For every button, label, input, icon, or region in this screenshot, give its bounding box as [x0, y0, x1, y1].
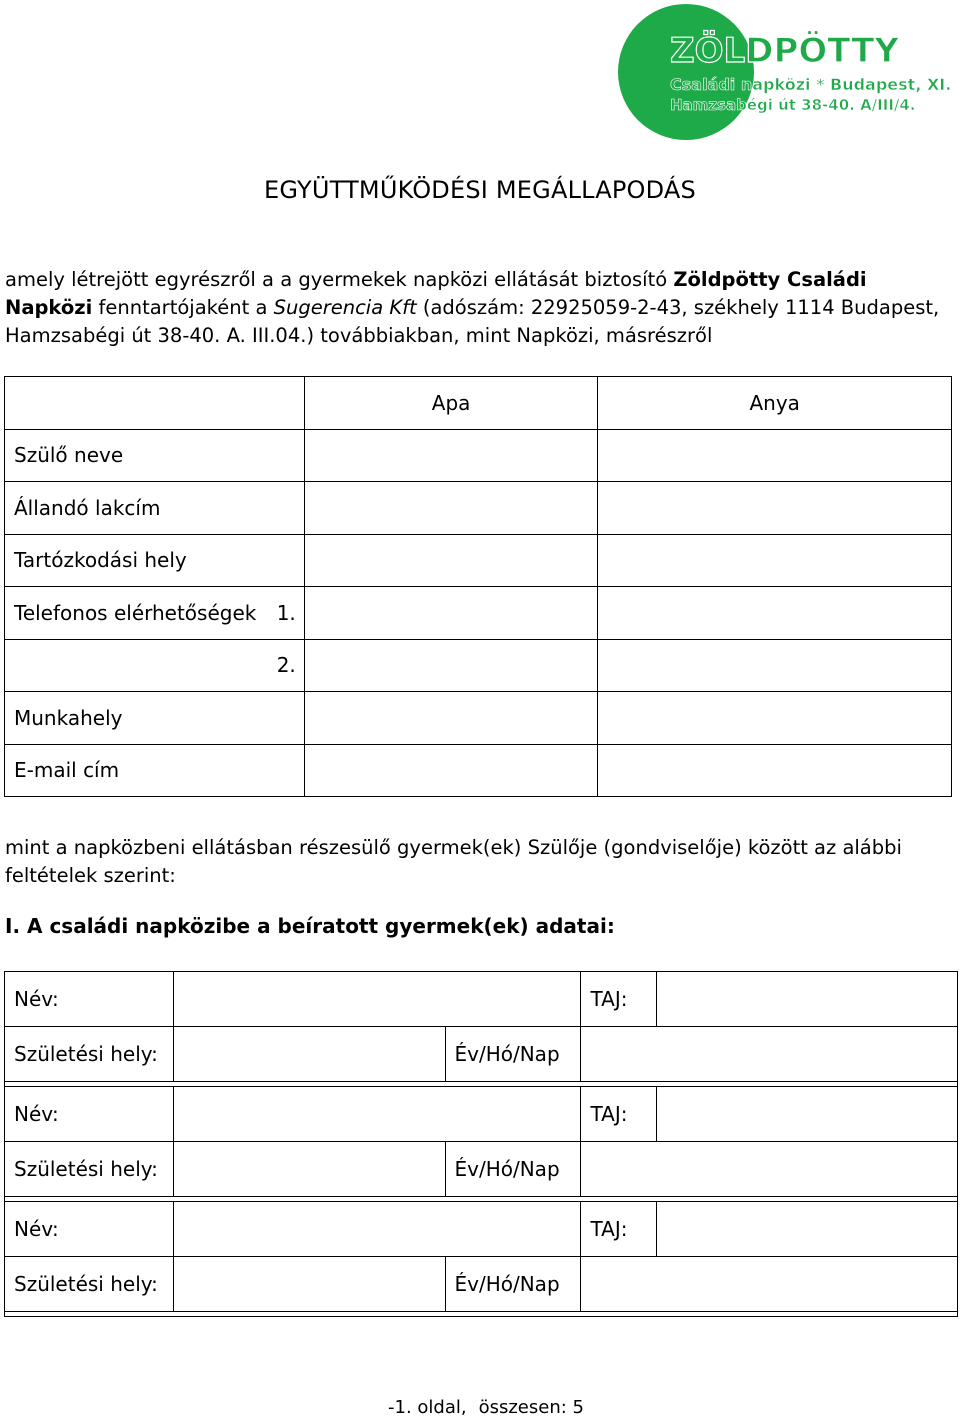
children-table: [4, 971, 958, 1317]
anya-szulo-neve-field[interactable]: [598, 429, 952, 482]
page-footer: [0, 1397, 960, 1418]
label-telefon-2: [5, 639, 305, 692]
child-3-taj-field[interactable]: [657, 1202, 958, 1257]
parents-header-empty: [5, 377, 305, 430]
anya-lakcim-field[interactable]: [598, 482, 952, 535]
row-email: [5, 744, 952, 797]
child-3-birthplace-field[interactable]: [173, 1257, 445, 1312]
child-3-date-field[interactable]: [581, 1257, 958, 1312]
anya-email-field[interactable]: [598, 744, 952, 797]
intro-part2: fenntartójaként a: [92, 296, 274, 319]
child-1-birthplace-field[interactable]: [173, 1027, 445, 1082]
row-telefon-2: [5, 639, 952, 692]
child-3-name-label: Név:: [5, 1202, 174, 1257]
child-1-date-field[interactable]: [581, 1027, 958, 1082]
section-heading: I. A családi napközibe a beíratott gyermek(ek) adatai:: [5, 914, 615, 938]
child-3-name-row: [5, 1202, 958, 1257]
intro-part1: amely létrejött egyrészről a a gyermekek napközi ellátását biztosító: [5, 268, 674, 291]
anya-telefon-2-field[interactable]: [598, 639, 952, 692]
child-2-date-label: Év/Hó/Nap: [445, 1142, 581, 1197]
child-2-taj-field[interactable]: [657, 1087, 958, 1142]
document-title: EGYÜTTMŰKÖDÉSI MEGÁLLAPODÁS: [264, 176, 696, 204]
child-1-name-label: Név:: [5, 972, 174, 1027]
label-allando-lakcim: Állandó lakcím: [5, 482, 305, 535]
child-3-date-label: Év/Hó/Nap: [445, 1257, 581, 1312]
apa-munkahely-field[interactable]: [304, 692, 598, 745]
child-1-taj-field[interactable]: [657, 972, 958, 1027]
anya-telefon-1-field[interactable]: [598, 587, 952, 640]
apa-telefon-2-field[interactable]: [304, 639, 598, 692]
logo-line2: Hamzsabégi út 38-40. A/III/4.: [670, 96, 916, 114]
apa-lakcim-field[interactable]: [304, 482, 598, 535]
apa-telefon-1-field[interactable]: [304, 587, 598, 640]
child-2-birth-row: [5, 1142, 958, 1197]
parents-header-row: [5, 377, 952, 430]
child-3-birthplace-label: Születési hely:: [5, 1257, 174, 1312]
child-1-name-row: [5, 972, 958, 1027]
child-2-taj-label: TAJ:: [581, 1087, 657, 1142]
logo-circle: [618, 4, 754, 140]
child-1-birthplace-label: Születési hely:: [5, 1027, 174, 1082]
child-1-birth-row: [5, 1027, 958, 1082]
gap-cell: [5, 1312, 958, 1317]
child-3-taj-label: TAJ:: [581, 1202, 657, 1257]
row-telefon-1: [5, 587, 952, 640]
intro-italic: Sugerencia Kft: [273, 296, 417, 319]
label-email: E-mail cím: [5, 744, 305, 797]
phone-1-label: 1.: [276, 600, 296, 625]
anya-tartozkodasi-field[interactable]: [598, 534, 952, 587]
logo-line1: Családi napközi * Budapest, XI.: [670, 75, 952, 94]
label-munkahely: Munkahely: [5, 692, 305, 745]
child-gap-3: [5, 1312, 958, 1317]
row-tartozkodasi-hely: [5, 534, 952, 587]
apa-szulo-neve-field[interactable]: [304, 429, 598, 482]
zoldpotty-logo: [0, 0, 960, 150]
label-telefon-text: Telefonos elérhetőségek: [14, 600, 257, 625]
parents-table: [4, 376, 952, 797]
apa-tartozkodasi-field[interactable]: [304, 534, 598, 587]
child-3-birth-row: [5, 1257, 958, 1312]
label-telefon: [5, 587, 305, 640]
conditions-paragraph: mint a napközbeni ellátásban részesülő gyermek(ek) Szülője (gondviselője) között az alábbi feltételek szerint:: [5, 836, 902, 887]
apa-email-field[interactable]: [304, 744, 598, 797]
child-1-name-field[interactable]: [173, 972, 581, 1027]
footer-total: összesen: 5: [478, 1397, 584, 1418]
intro-bold: Zöldpötty Családi Napközi: [5, 268, 867, 319]
child-1-taj-label: TAJ:: [581, 972, 657, 1027]
child-1-date-label: Év/Hó/Nap: [445, 1027, 581, 1082]
col-apa: Apa: [304, 377, 598, 430]
label-szulo-neve: Szülő neve: [5, 429, 305, 482]
child-2-name-row: [5, 1087, 958, 1142]
child-2-birthplace-label: Születési hely:: [5, 1142, 174, 1197]
intro-paragraph: [5, 266, 950, 350]
logo-brand: ZÖLDPÖTTY: [670, 31, 900, 71]
intro-part3: (adószám: 22925059-2-43, székhely 1114 Budapest, Hamzsabégi út 38-40. A. III.04.) továbbiakban, mint Napközi, másrészről: [5, 296, 940, 347]
child-3-name-field[interactable]: [173, 1202, 581, 1257]
child-2-name-label: Név:: [5, 1087, 174, 1142]
col-anya: Anya: [598, 377, 952, 430]
child-2-date-field[interactable]: [581, 1142, 958, 1197]
phone-2-label: 2.: [276, 653, 296, 678]
child-2-name-field[interactable]: [173, 1087, 581, 1142]
anya-munkahely-field[interactable]: [598, 692, 952, 745]
child-2-birthplace-field[interactable]: [173, 1142, 445, 1197]
row-munkahely: [5, 692, 952, 745]
row-allando-lakcim: [5, 482, 952, 535]
row-szulo-neve: [5, 429, 952, 482]
label-tartozkodasi-hely: Tartózkodási hely: [5, 534, 305, 587]
footer-page: -1. oldal,: [388, 1397, 467, 1418]
